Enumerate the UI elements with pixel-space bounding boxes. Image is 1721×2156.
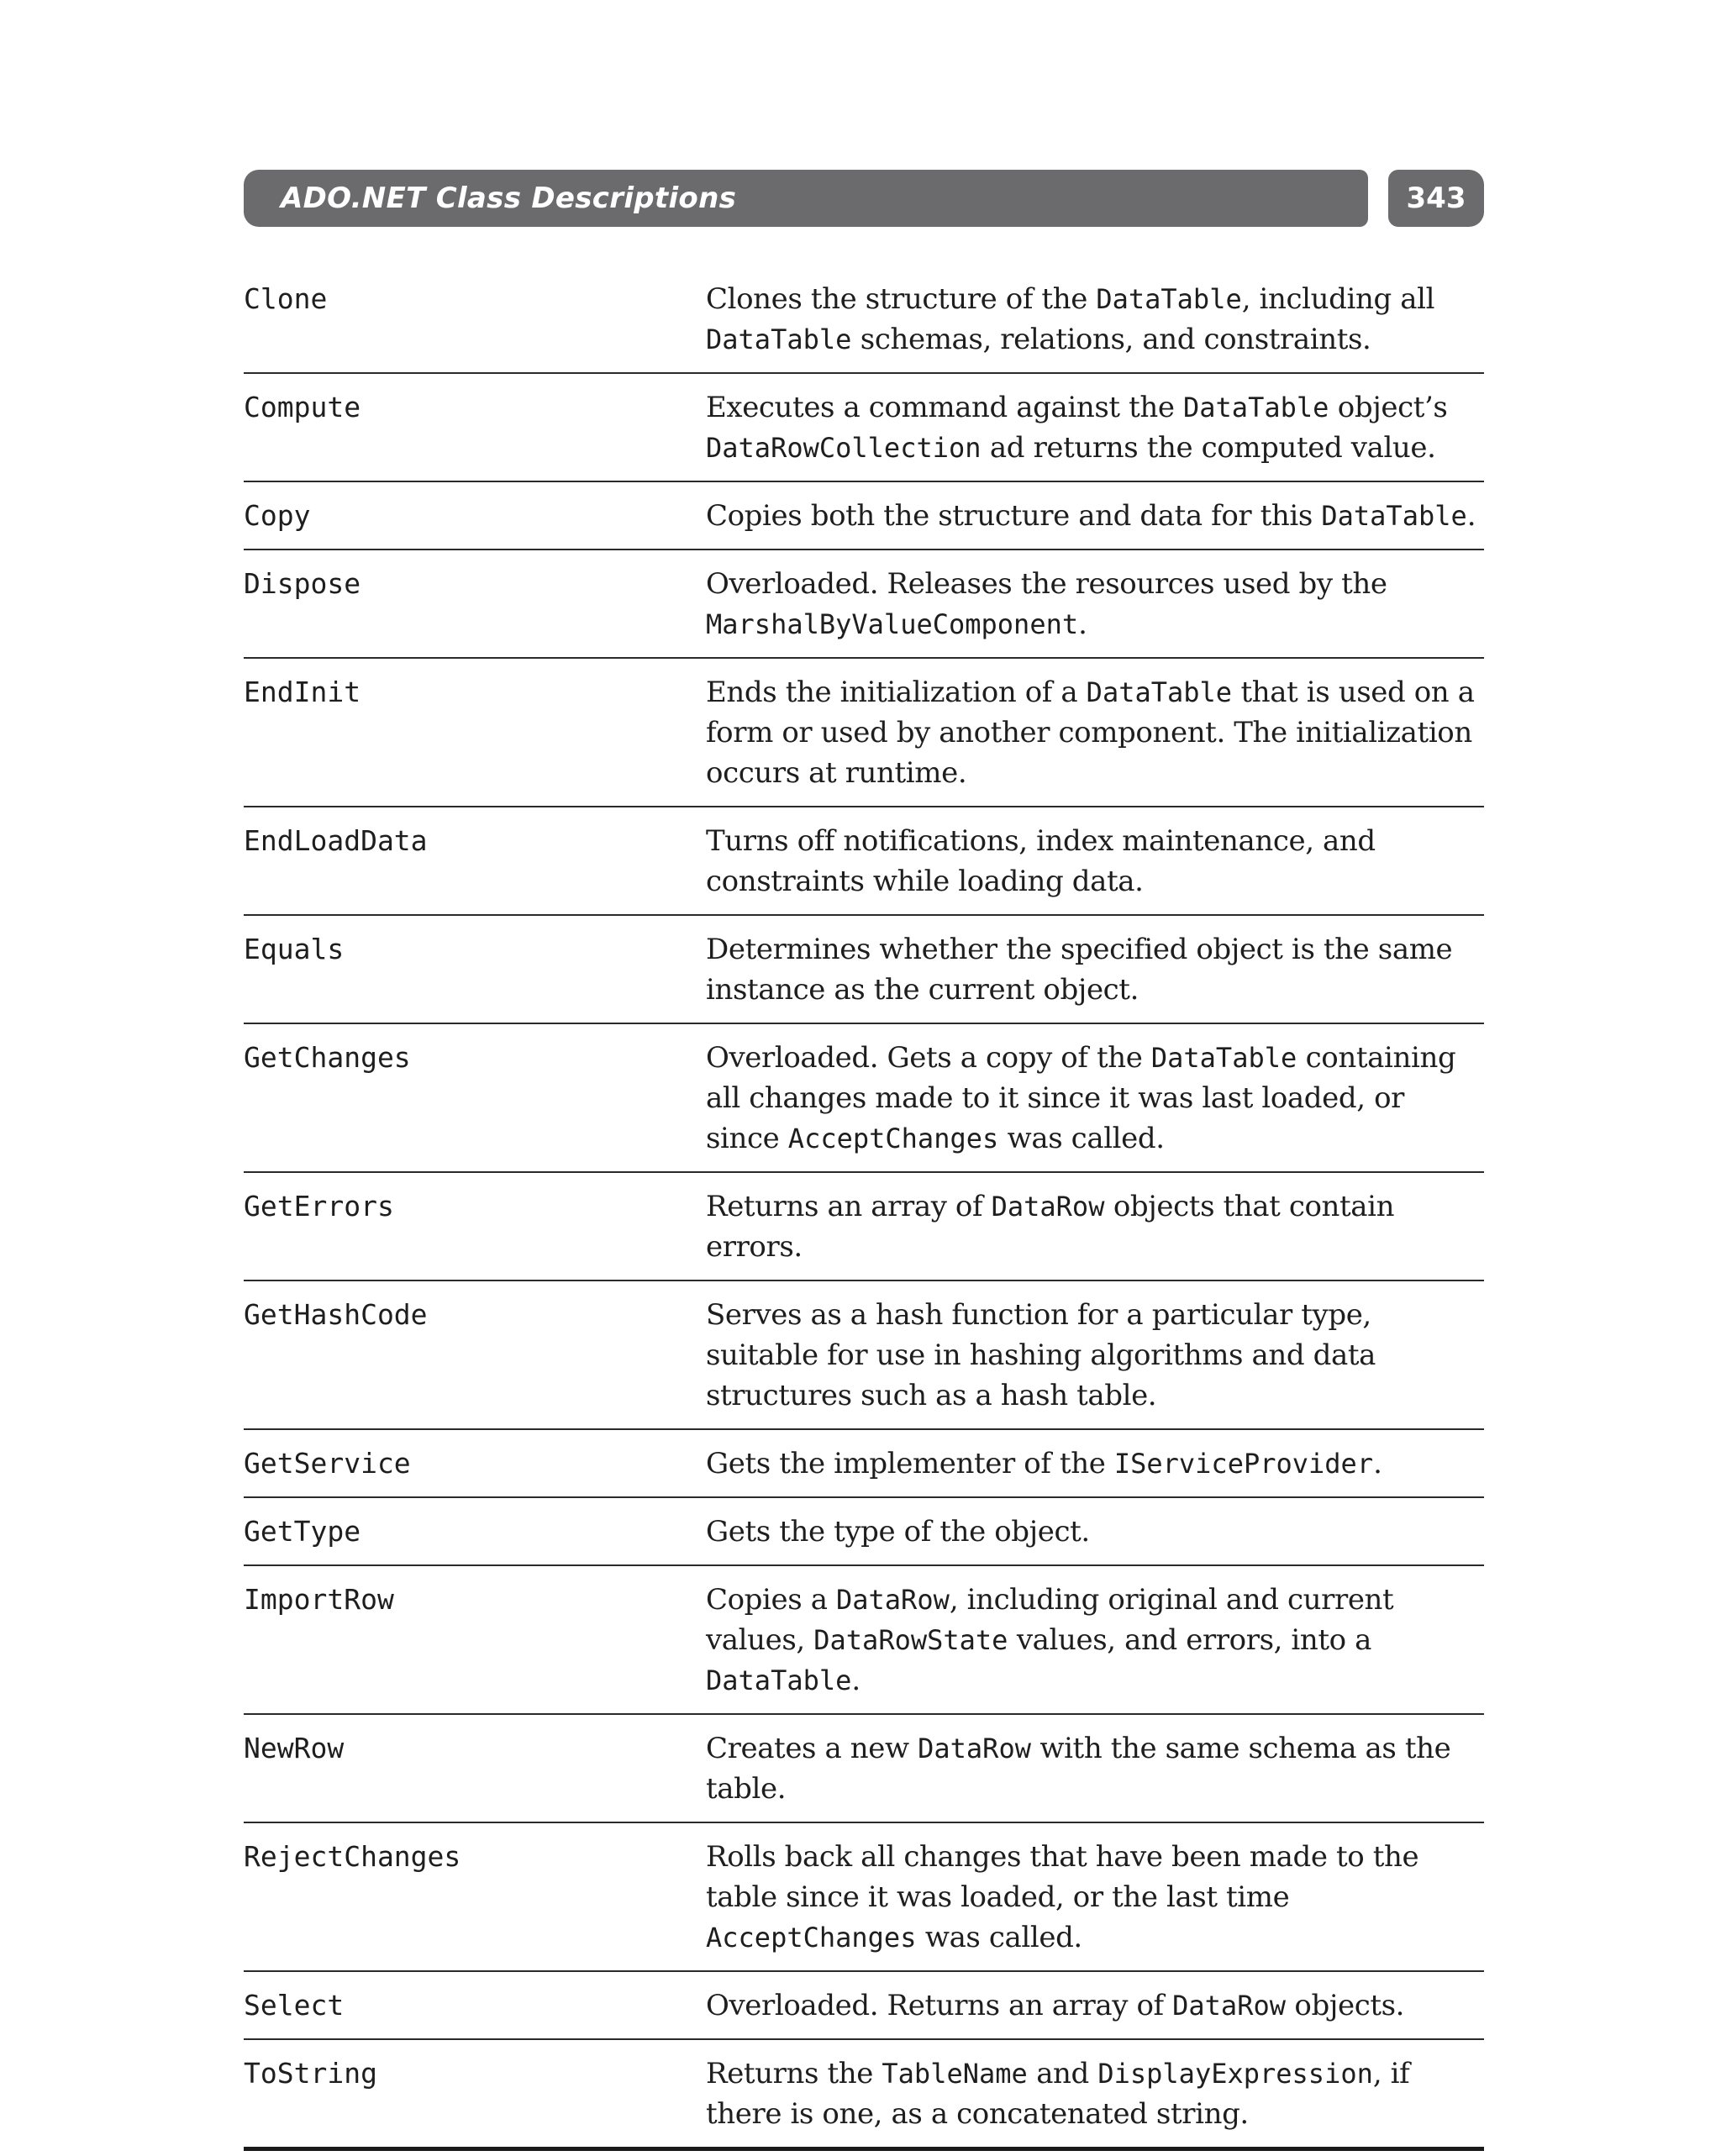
description-text: Returns an array of (706, 1190, 992, 1223)
method-name: Clone (244, 282, 328, 315)
description-text: Creates a new (706, 1732, 918, 1765)
header-title: ADO.NET Class Descriptions (281, 181, 737, 215)
table-row (244, 1713, 1484, 1822)
description-text: . (1466, 499, 1476, 533)
method-description (706, 1728, 1484, 1809)
page-number-box (1388, 170, 1484, 227)
method-description (706, 929, 1484, 1010)
description-text: , including original and current values, (706, 1583, 1394, 1657)
code-term: DataRow (835, 1584, 950, 1616)
method-name: ImportRow (244, 1583, 394, 1616)
description-text: that is used on a form or used by another component. The initialization occurs at runtime. (706, 676, 1475, 790)
table-row (244, 914, 1484, 1023)
description-text: Copies both the structure and data for this (706, 499, 1322, 533)
description-text: was called. (998, 1122, 1165, 1155)
code-term: DataRowState (813, 1624, 1008, 1656)
description-text: ad returns the computed value. (981, 431, 1436, 465)
code-term: DataTable (1086, 676, 1233, 708)
description-text: Clones the structure of the (706, 282, 1097, 316)
description-text: Turns off notifications, index maintenance, and constraints while loading data. (706, 824, 1376, 898)
description-text: was called. (916, 1921, 1082, 1954)
method-description (706, 1837, 1484, 1958)
description-text: . (1078, 607, 1087, 641)
table-row (244, 1970, 1484, 2038)
description-text: Overloaded. Releases the resources used by the (706, 567, 1387, 601)
description-text: objects. (1285, 1989, 1405, 2022)
method-name: Copy (244, 499, 311, 532)
methods-table (244, 267, 1484, 2151)
method-name: EndLoadData (244, 824, 428, 857)
table-row (244, 549, 1484, 657)
table-row (244, 1428, 1484, 1496)
table-row (244, 1496, 1484, 1564)
table-row (244, 1564, 1484, 1713)
description-text: Gets the type of the object. (706, 1515, 1090, 1549)
description-text: Overloaded. Gets a copy of the (706, 1041, 1151, 1075)
code-term: DataTable (1150, 1042, 1297, 1074)
code-term: MarshalByValueComponent (706, 608, 1079, 640)
method-description (706, 387, 1484, 468)
method-description (706, 1295, 1484, 1416)
method-name: Equals (244, 933, 345, 965)
table-row (244, 481, 1484, 549)
table-row (244, 2038, 1484, 2147)
description-text: with the same schema as the table. (706, 1732, 1451, 1806)
code-term: DataTable (706, 323, 852, 355)
method-name: GetService (244, 1447, 411, 1480)
method-name: ToString (244, 2057, 377, 2090)
method-description (706, 1512, 1484, 1552)
description-text: . (851, 1664, 860, 1697)
method-name: RejectChanges (244, 1840, 461, 1873)
table-row (244, 657, 1484, 806)
method-name: GetHashCode (244, 1298, 428, 1331)
code-term: DataTable (706, 1664, 852, 1696)
code-term: DataRowCollection (706, 432, 982, 464)
code-term: DataRow (991, 1191, 1105, 1223)
method-name: Select (244, 1989, 345, 2022)
page-number: 343 (1406, 181, 1466, 215)
method-description (706, 1038, 1484, 1159)
code-term: AcceptChanges (787, 1123, 999, 1154)
description-text: schemas, relations, and constraints. (851, 323, 1371, 356)
description-text: Determines whether the specified object is the same instance as the current object. (706, 933, 1453, 1007)
description-text: Serves as a hash function for a particular type, suitable for use in hashing algorithms and data structures such as a hash table. (706, 1298, 1376, 1412)
description-text: , if there is one, as a concatenated string. (706, 2057, 1410, 2131)
method-description (706, 1580, 1484, 1701)
method-description (706, 279, 1484, 360)
table-row (244, 372, 1484, 481)
description-text: Overloaded. Returns an array of (706, 1989, 1173, 2022)
method-description (706, 821, 1484, 902)
description-text: Executes a command against the (706, 391, 1183, 424)
method-name: Compute (244, 391, 361, 423)
description-text: containing all changes made to it since it was last loaded, or since (706, 1041, 1456, 1155)
code-term: IServiceProvider (1113, 1448, 1374, 1480)
method-description (706, 2053, 1484, 2134)
method-description (706, 1443, 1484, 1484)
method-name: GetErrors (244, 1190, 394, 1223)
method-description (706, 564, 1484, 644)
description-text: values, and errors, into a (1008, 1623, 1372, 1657)
method-name: GetType (244, 1515, 361, 1548)
table-row (244, 1280, 1484, 1428)
description-text: objects that contain errors. (706, 1190, 1395, 1264)
method-name: GetChanges (244, 1041, 411, 1074)
table-row (244, 1822, 1484, 1970)
description-text: . (1373, 1447, 1382, 1480)
method-description (706, 1186, 1484, 1267)
code-term: TableName (882, 2058, 1028, 2090)
method-name: Dispose (244, 567, 361, 600)
method-description (706, 1985, 1484, 2026)
code-term: AcceptChanges (706, 1922, 917, 1954)
code-term: DataTable (1096, 283, 1242, 315)
description-text: Copies a (706, 1583, 836, 1617)
table-row (244, 1171, 1484, 1280)
description-text: object’s (1329, 391, 1448, 424)
table-row (244, 267, 1484, 372)
code-term: DisplayExpression (1097, 2058, 1373, 2090)
description-text: and (1027, 2057, 1098, 2090)
code-term: DataTable (1321, 500, 1467, 532)
description-text: Gets the implementer of the (706, 1447, 1114, 1480)
running-header (244, 170, 1368, 227)
description-text: , including all (1241, 282, 1435, 316)
description-text: Returns the (706, 2057, 882, 2090)
method-name: NewRow (244, 1732, 345, 1764)
description-text: Ends the initialization of a (706, 676, 1087, 709)
code-term: DataRow (918, 1733, 1031, 1764)
method-description (706, 496, 1484, 536)
table-row (244, 1023, 1484, 1171)
description-text: Rolls back all changes that have been made to the table since it was loaded, or the last time (706, 1840, 1419, 1914)
code-term: DataTable (1183, 392, 1329, 423)
table-row (244, 806, 1484, 914)
method-description (706, 672, 1484, 793)
code-term: DataRow (1172, 1990, 1286, 2022)
method-name: EndInit (244, 676, 361, 708)
